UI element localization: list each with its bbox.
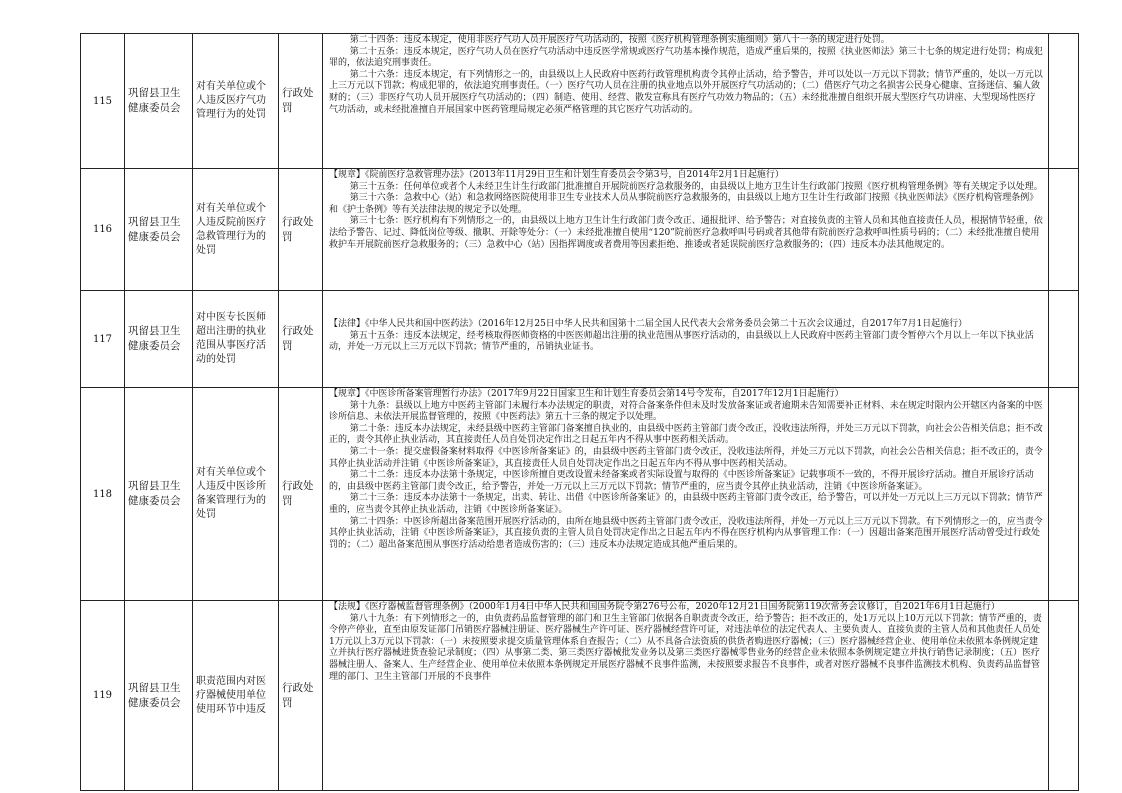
- basis-paragraph: 第二十条：违反本办法规定，未经县级中医药主管部门备案擅自执业的，由县级中医药主管部门责令改正，没收违法所得，并处三万元以下罚款，向社会公告相关信息；拒不改正的，责令其停止执业活动，其直接责任人员自处罚决定作出之日起五年内不得从事中医药相关活动。: [329, 423, 1043, 446]
- table-row: [81, 601, 1079, 791]
- basis-paragraph: 第三十七条：医疗机构有下列情形之一的，由县级以上地方卫生计生行政部门责令改正、通报批评、给予警告；对直接负责的主管人员和其他直接责任人员，根据情节轻重，依法给予警告、记过、降低岗位等级、撤职、开除等处分：（一）未经批准擅自使用“120”院前医疗急救呼叫号码或者其他带有院前医疗急救呼叫性质号码的；（二）未经批准擅自使用救护车开展院前医疗急救服务的；（三）急救中心（站）因指挥调度或者费用等因素拒绝、推诿或者延误院前医疗急救服务的；（四）违反本办法其他规定的。: [329, 216, 1043, 250]
- item-category: 行政处罚: [279, 291, 323, 388]
- row-number: 115: [81, 34, 125, 169]
- basis-paragraph: 第八十九条：有下列情形之一的，由负责药品监督管理的部门和卫生主管部门依据各自职责责令改正，给予警告；拒不改正的，处1万元以上10万元以下罚款；情节严重的，责令停产停业，直至由原发证部门吊销医疗器械注册证、医疗器械生产许可证、医疗器械经营许可证，对违法单位的法定代表人、主要负责人、直接负责的主管人员和其他责任人员处1万元以上3万元以下罚款：（一）未按照要求提交质量管理体系自查报告；（二）从不具备合法资质的供货者购进医疗器械；（三）医疗器械经营企业、使用单位未依照本条例规定建立并执行医疗器械进货查验记录制度；（四）从事第二类、第三类医疗器械批发业务以及第三类医疗器械零售业务的经营企业未依照本条例规定建立并执行销售记录制度；（五）医疗器械注册人、备案人、生产经营企业、使用单位未依照本条例规定开展医疗器械不良事件监测，未按照要求报告不良事件，或者对医疗器械不良事件监测技术机构、负责药品监督管理的部门、卫生主管部门开展的不良事件: [329, 613, 1042, 682]
- item-category: 行政处罚: [279, 601, 323, 791]
- item-name: 职责范围内对医疗器械使用单位使用环节中违反: [193, 601, 279, 791]
- table-row: [81, 169, 1079, 291]
- row-number: 119: [81, 601, 125, 791]
- department-name: 巩留县卫生健康委员会: [125, 601, 193, 791]
- table-row: [81, 388, 1079, 601]
- row-number: 116: [81, 169, 125, 291]
- basis-paragraph: 第二十三条：违反本办法第十一条规定，出卖、转让、出借《中医诊所备案证》的，由县级中医药主管部门责令改正，给予警告，可以并处一万元以上三万元以下罚款；情节严重的，应当责令其停止执业活动，注销《中医诊所备案证》。: [329, 493, 1043, 515]
- blank-cell: [1049, 169, 1079, 291]
- item-category: 行政处罚: [279, 388, 323, 601]
- basis-paragraph: 第三十六条：急救中心（站）和急救网络医院使用非卫生专业技术人员从事院前医疗急救服务的，由县级以上地方卫生计生行政部门按照《执业医师法》《医疗机构管理条例》和《护士条例》等有关法律法规的规定予以处理。: [329, 193, 1039, 215]
- basis-paragraph: 第二十二条：违反本办法第十条规定，中医诊所擅自更改设置未经备案或者实际设置与取得的《中医诊所备案证》记载事项不一致的，不得开展诊疗活动。擅自开展诊疗活动的，由县级中医药主管部门责令改正，给予警告，并处一万元以上三万元以下罚款；情节严重的，应当责令其停止执业活动，注销《中医诊所备案证》。: [329, 470, 1034, 492]
- item-name: 对有关单位或个人违反院前医疗急救管理行为的处罚: [193, 169, 279, 291]
- basis-paragraph: 第二十四条：中医诊所超出备案范围开展医疗活动的，由所在地县级中医药主管部门责令改正，没收违法所得，并处一万元以上三万元以下罚款。有下列情形之一的，应当责令其停止执业活动，注销《中医诊所备案证》，其直接负责的主管人员自处罚决定作出之日起五年内不得在医疗机构内从事管理工作：（一）因超出备案范围开展医疗活动曾受过行政处罚的；（二）超出备案范围从事医疗活动给患者造成伤害的；（三）违反本办法规定造成其他严重后果的。: [329, 516, 1043, 550]
- basis-paragraph: 第二十五条：违反本规定，医疗气功人员在医疗气功活动中违反医学常规或医疗气功基本操作规范，造成严重后果的，按照《执业医师法》第三十七条的规定进行处罚；构成犯罪的，依法追究刑事责任。: [329, 46, 1043, 69]
- item-category: 行政处罚: [279, 169, 323, 291]
- department-name: 巩留县卫生健康委员会: [125, 169, 193, 291]
- legal-basis: [323, 34, 1049, 169]
- blank-cell: [1049, 601, 1079, 791]
- row-number: 118: [81, 388, 125, 601]
- table-row: [81, 34, 1079, 169]
- item-name: 对有关单位或个人违反中医诊所备案管理行为的处罚: [193, 388, 279, 601]
- document-sheet: [80, 33, 1078, 715]
- department-name: 巩留县卫生健康委员会: [125, 388, 193, 601]
- basis-paragraph: 第五十五条：违反本法规定，经考核取得医师资格的中医医师超出注册的执业范围从事医疗活动的，由县级以上人民政府中医药主管部门责令暂停六个月以上一年以下执业活动，并处一万元以上三万元以下罚款；情节严重的，吊销执业证书。: [329, 330, 1034, 353]
- basis-paragraph: 【法律】《中华人民共和国中医药法》（2016年12月25日中华人民共和国第十二届全国人民代表大会常务委员会第二十五次会议通过，自2017年7月1日起施行）: [329, 319, 968, 329]
- basis-paragraph: 第二十四条：违反本规定，使用非医疗气功人员开展医疗气功活动的，按照《医疗机构管理条例实施细则》第八十一条的规定进行处罚。: [349, 35, 890, 45]
- penalty-table: [80, 33, 1079, 791]
- item-category: 行政处罚: [279, 34, 323, 169]
- item-name: 对有关单位或个人违反医疗气功管理行为的处罚: [193, 34, 279, 169]
- legal-basis: [323, 601, 1049, 791]
- basis-paragraph: 第十九条：县级以上地方中医药主管部门未履行本办法规定的职责，对符合备案条件但未及时发放备案证或者逾期未告知需要补正材料、未在规定时限内公开辖区内备案的中医诊所信息、未依法开展监督管理的，按照《中医药法》第五十三条的规定予以处理。: [329, 400, 1043, 423]
- legal-basis: [323, 291, 1049, 388]
- blank-cell: [1049, 388, 1079, 601]
- legal-basis: [323, 169, 1049, 291]
- department-name: 巩留县卫生健康委员会: [125, 291, 193, 388]
- table-row: [81, 291, 1079, 388]
- basis-paragraph: 第三十五条：任何单位或者个人未经卫生计生行政部门批准擅自开展院前医疗急救服务的，由县级以上地方卫生计生行政部门按照《医疗机构管理条例》等有关规定予以处理。: [349, 181, 1043, 192]
- blank-cell: [1049, 291, 1079, 388]
- department-name: 巩留县卫生健康委员会: [125, 34, 193, 169]
- blank-cell: [1049, 34, 1079, 169]
- basis-paragraph: 【规章】《中医诊所备案管理暂行办法》（2017年9月22日国家卫生和计划生育委员会第14号令发布，自2017年12月1日起施行）: [329, 389, 844, 399]
- basis-paragraph: 第二十一条：提交虚假备案材料取得《中医诊所备案证》的，由县级中医药主管部门责令改正，没收违法所得，并处三万元以下罚款，向社会公告相关信息；拒不改正的，责令其停止执业活动并注销《中医诊所备案证》，其直接责任人员自处罚决定作出之日起五年内不得从事中医药相关活动。: [329, 446, 1043, 469]
- row-number: 117: [81, 291, 125, 388]
- legal-basis: [323, 388, 1049, 601]
- basis-paragraph: 第二十六条：违反本规定，有下列情形之一的，由县级以上人民政府中医药行政管理机构责令其停止活动，给予警告，并可以处以一万元以下罚款；情节严重的，处以一万元以上三万元以下罚款；构成犯罪的，依法追究刑事责任。（一）医疗气功人员在注册的执业地点以外开展医疗气功活动的；（二）借医疗气功之名损害公民身心健康、宣扬迷信、骗人敛财的；（三）非医疗气功人员开展医疗气功活动的；（四）制造、使用、经营、散发宣称具有医疗气功效力物品的；（五）未经批准擅自组织开展大型医疗气功讲座、大型现场性医疗气功活动，或未经批准擅自开展国家中医药管理局规定必须严格管理的其它医疗气功活动的。: [329, 69, 1043, 115]
- basis-paragraph: 【法规】《医疗器械监督管理条例》（2000年1月4日中华人民共和国国务院令第276号公布，2020年12月21日国务院第119次常务会议修订，自2021年6月1日起施行）: [329, 602, 1000, 612]
- basis-paragraph: 【规章】《院前医疗急救管理办法》（2013年11月29日卫生和计划生育委员会令第3号，自2014年2月1日起施行）: [329, 170, 784, 180]
- item-name: 对中医专长医师超出注册的执业范围从事医疗活动的处罚: [193, 291, 279, 388]
